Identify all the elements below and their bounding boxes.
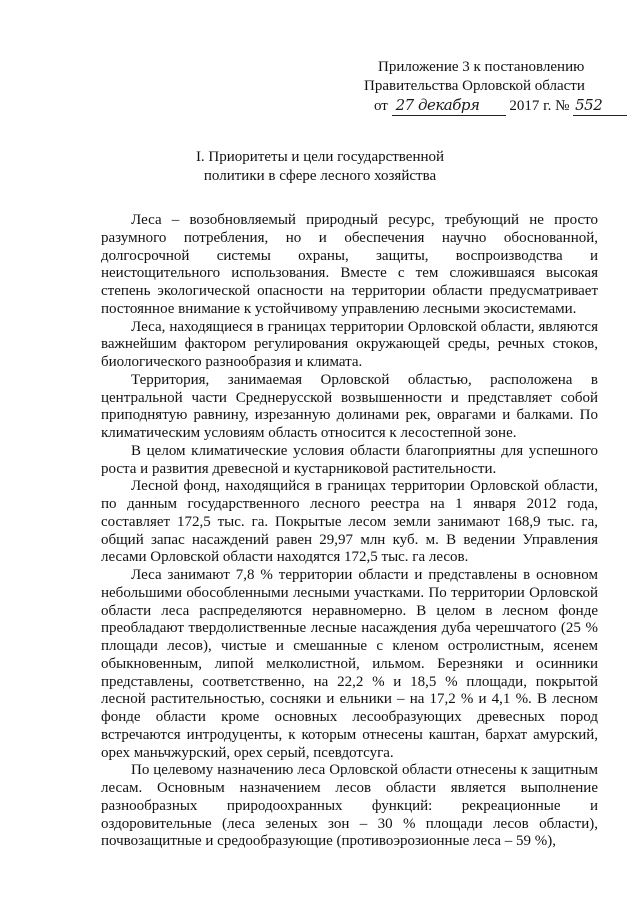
paragraph: Леса – возобновляемый природный ресурс, требующий не просто разумного потребления, но и обеспечения научно обоснованной, долгосрочной системы охраны, защиты, воспроизводства и неистощительного использования. Вместе с тем сложившаяся высокая степень экологической опасности на территории области предусматривает постоянное внимание к устойчивому управлению лесными экосистемами. [101,212,598,317]
paragraph: Лесной фонд, находящийся в границах территории Орловской области, по данным государственного лесного реестра на 1 января 2012 года, составляет 172,5 тыс. га. Покрытые лесом земли занимают 168,9 тыс. га, общий запас насаждений равен 29,97 млн куб. м. В ведении Управления лесами Орловской области находятся 172,5 тыс. га лесов. [101,478,598,566]
paragraph: По целевому назначению леса Орловской области отнесены к защитным лесам. Основным назначением лесов области является выполнение разнообразных природоохранных функций: рекреационные и оздоровительные (леса зеленых зон – 30 % площади лесов области), почвозащитные и средообразующие (противоэрозионные леса – 59 %), [101,762,598,850]
government-line: Правительства Орловской области [364,78,585,94]
section-title [150,148,490,186]
body-text [101,212,598,851]
paragraph: Леса занимают 7,8 % территории области и представлены в основном небольшими обособленными лесными участками. По территории Орловской области леса распределяются неравномерно. В целом в лесном фонде преобладают твердолиственные лесные насаждения дуба черешчатого (25 % площади лесов), чистые и смешанные с кленом остролистным, ясенем обыкновенным, липой мелколистной, ильмом. Березняки и осинники представлены, соответственно, на 22,2 % и 18,5 % площади, покрытой лесной растительностью, сосняки и ельники – на 17,2 % и 4,1 %. В лесном фонде области кроме основных лесообразующих древесных пород встречаются интродуценты, к которым отнесены каштан, бархат амурский, орех маньчжурский, орех серый, псевдотсуга. [101,567,598,761]
appendix-line: Приложение 3 к постановлению [378,59,585,75]
date-number-line [362,96,612,116]
paragraph: В целом климатические условия области благоприятны для успешного роста и развития древесной и кустарниковой растительности. [101,442,598,477]
year-label: 2017 г. № [509,98,570,114]
title-line-1: I. Приоритеты и цели государственной [195,149,445,165]
paragraph: Территория, занимаемая Орловской областью, расположена в центральной части Среднерусской возвышенности и представляет собой приподнятую равнину, изрезанную долинами рек, оврагами и балками. По климатическим условиям область относится к лесостепной зоне. [101,371,598,441]
title-line-2: политики в сфере лесного хозяйства [203,168,437,184]
date-prefix: от [374,98,388,114]
appendix-header [362,58,612,116]
paragraph: Леса, находящиеся в границах территории Орловской области, являются важнейшим фактором регулирования окружающей среды, речных стоков, биологического разнообразия и климата. [101,318,598,370]
handwritten-date: 27 декабря [392,96,506,116]
handwritten-number: 552 [573,96,627,116]
